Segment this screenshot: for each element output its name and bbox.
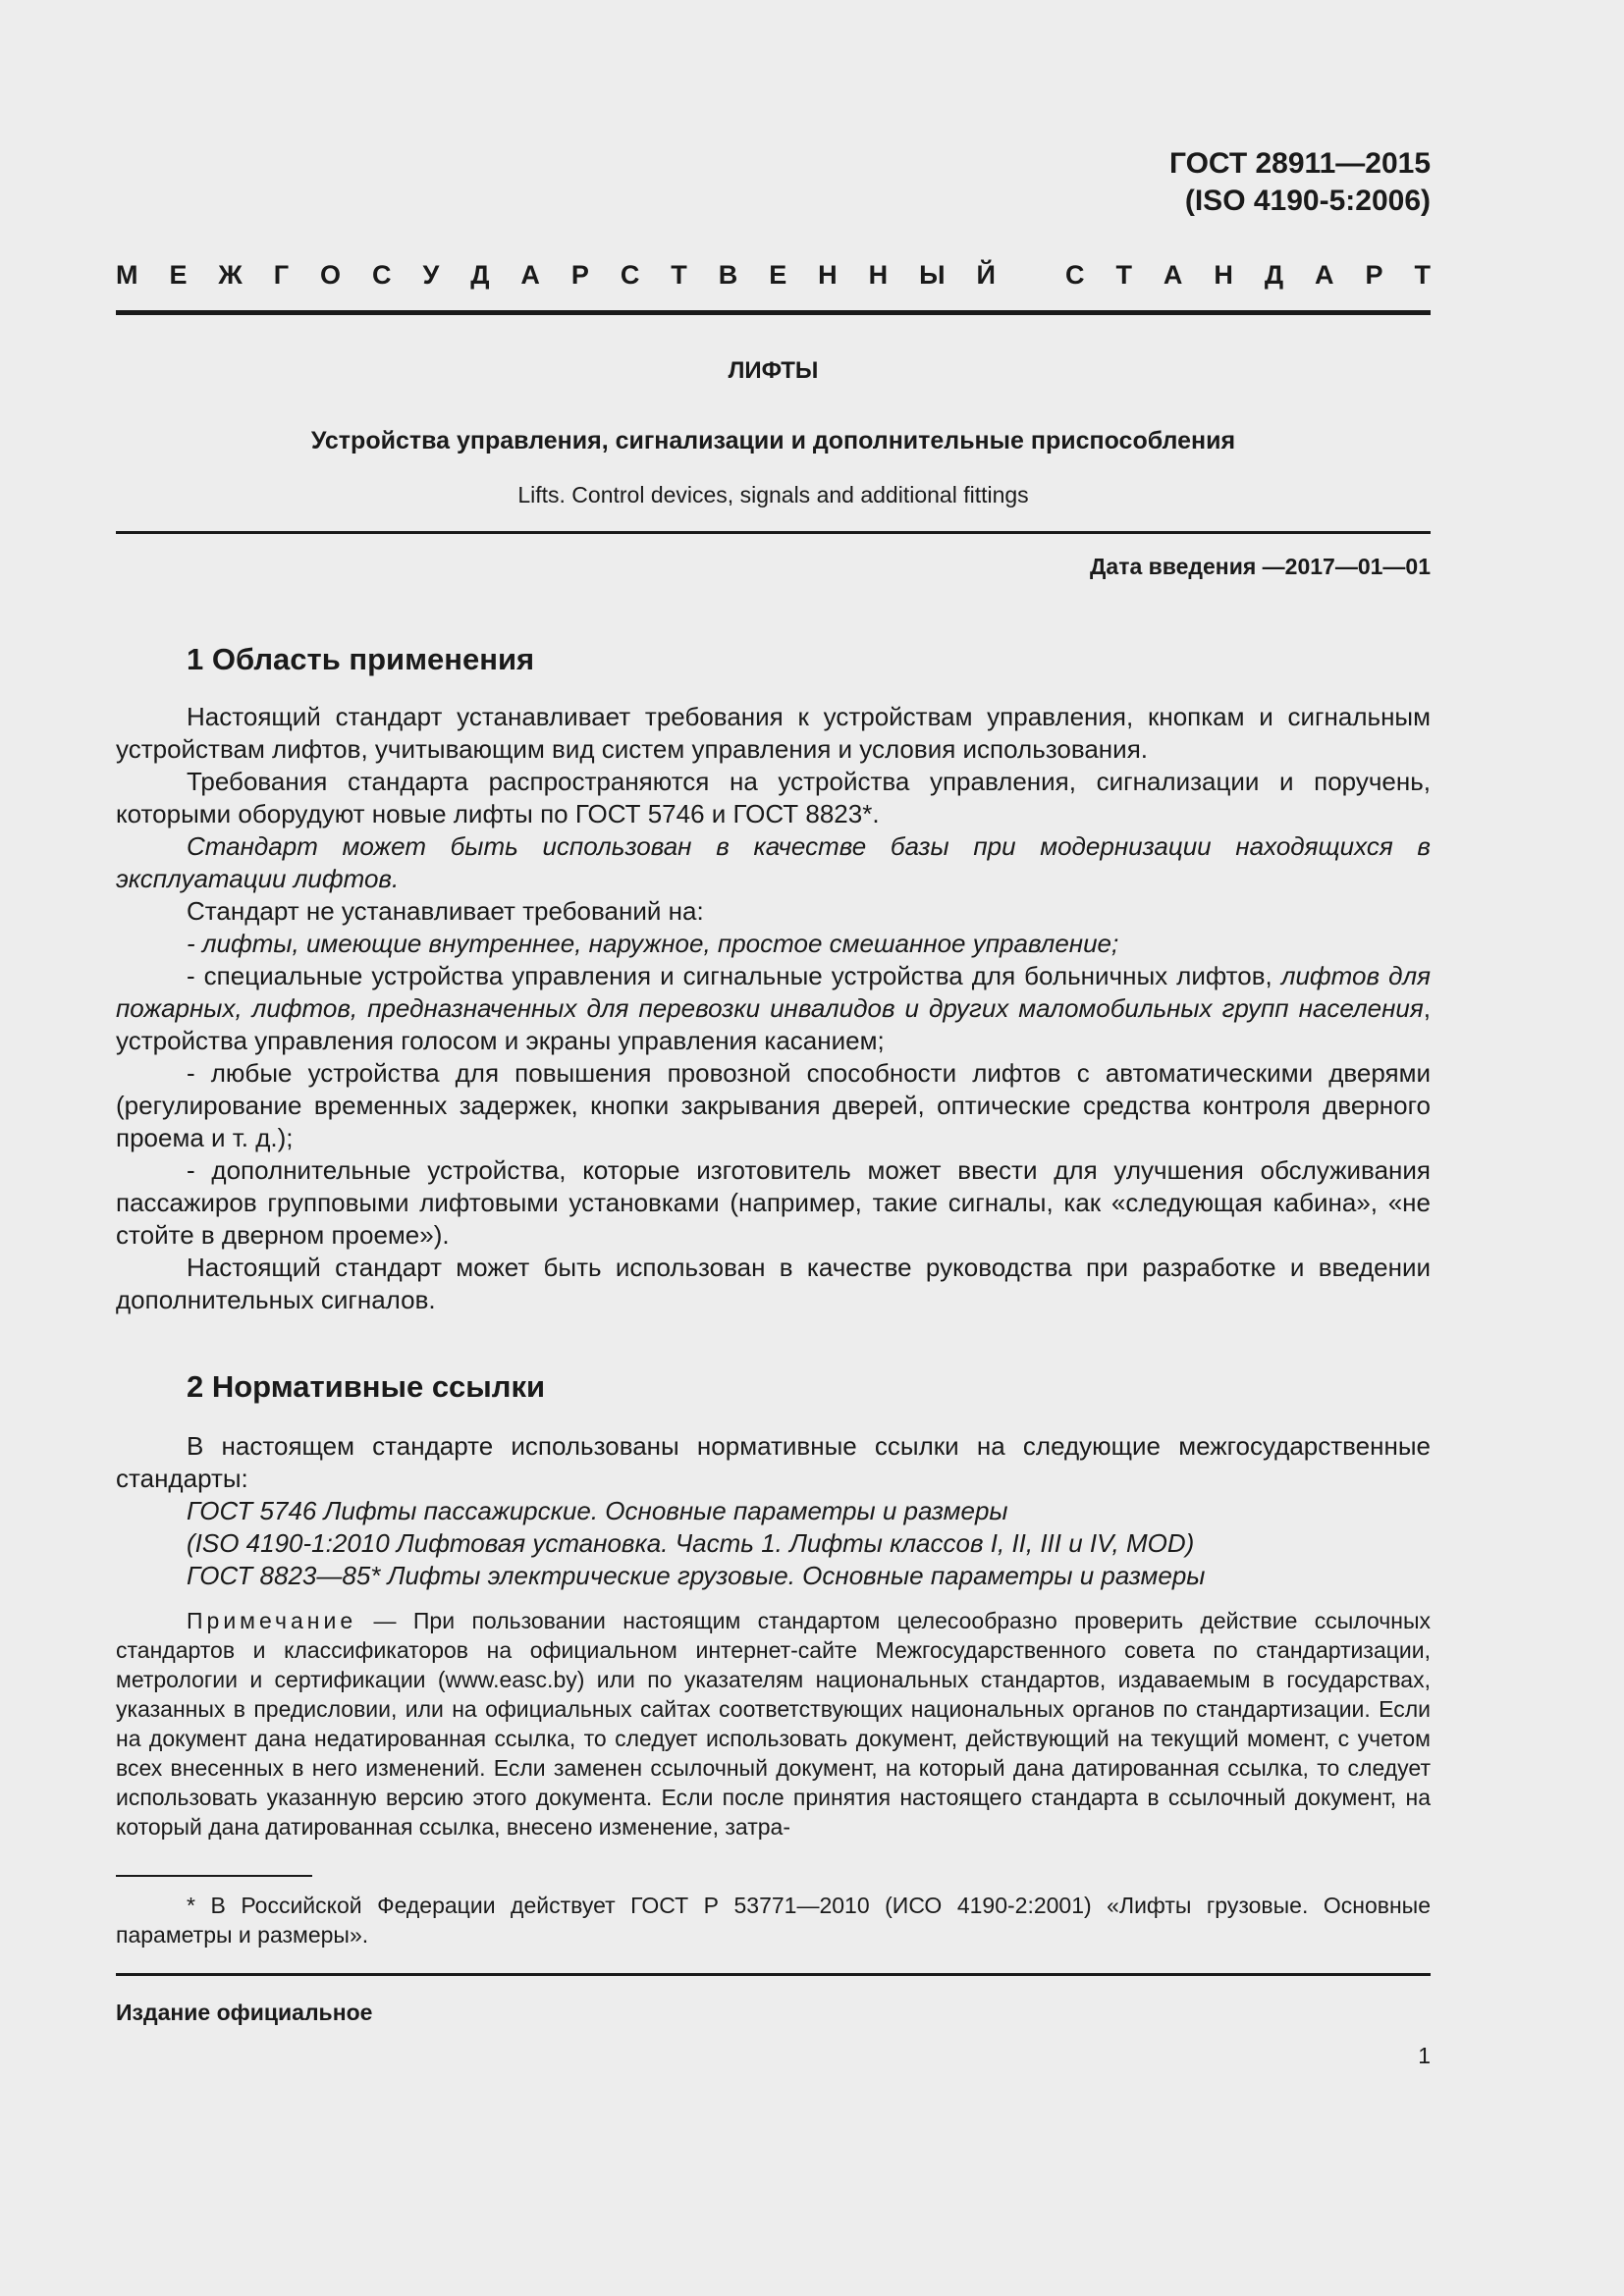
document-number: ГОСТ 28911—2015 (1168, 147, 1431, 180)
reference-item: ГОСТ 8823—85* Лифты электрические грузовые. Основные параметры и размеры (187, 1561, 1206, 1590)
list-item-text-italic: лифтов для пожарных, лифтов, предназначенных для перевозки инвалидов и других маломобильных групп населения (116, 961, 1431, 1023)
banner-letter: М (116, 260, 138, 290)
banner-letters-1 (116, 259, 996, 291)
reference-item: (ISO 4190-1:2010 Лифтовая установка. Часть 1. Лифты классов I, II, III и IV, MOD) (187, 1528, 1195, 1558)
iso-number: (ISO 4190-5:2006) (1184, 185, 1431, 217)
banner-letter: Т (1115, 260, 1132, 290)
footer-rule (116, 1973, 1431, 1976)
section-2-body (116, 1430, 1431, 1495)
banner-letter: С (372, 260, 392, 290)
footnote-rule (116, 1875, 312, 1877)
title-rule (116, 531, 1431, 534)
banner-letter: Р (570, 260, 589, 290)
paragraph: В настоящем стандарте использованы нормативные ссылки на следующие межгосударственные стандарты: (116, 1431, 1431, 1493)
banner-letter: С (620, 260, 640, 290)
note-text: — При пользовании настоящим стандартом целесообразно проверить действие ссылочных стандартов и классификаторов на официальном интернет-сайте Межгосударственного совета по стандартизации, метрологии и сертификации (www.easc.by) или по указателям национальных стандартов, издаваемым в государствах, указанных в предисловии, или на официальных сайтах соответствующих национальных органов по стандартизации. Если на документ дана недатированная ссылка, то следует использовать документ, действующий на текущий момент, с учетом всех внесенных в него изменений. Если заменен ссылочный документ, на который дана датированная ссылка, то следует использовать указанную версию этого документа. Если после принятия настоящего стандарта в ссылочный документ, на который дана датированная ссылка, внесено изменение, затра- (116, 1608, 1431, 1840)
paragraph: Требования стандарта распространяются на устройства управления, сигнализации и поручень, которыми оборудуют новые лифты по ГОСТ 5746 и ГОСТ 8823*. (116, 767, 1431, 828)
document-title: ЛИФТЫ (728, 357, 819, 384)
banner-letter: О (320, 260, 342, 290)
list-item: - любые устройства для повышения провозной способности лифтов с автоматическими дверями (регулирование временных задержек, кнопки закрывания дверей, оптические средства контроля дверного проема и т. д.); (116, 1058, 1431, 1152)
section-2-heading: 2 Нормативные ссылки (187, 1369, 546, 1404)
banner-letter: Т (1414, 260, 1431, 290)
banner-letter: Е (769, 260, 787, 290)
banner-letter: А (1163, 260, 1183, 290)
document-subtitle: Устройства управления, сигнализации и дополнительные приспособления (310, 427, 1236, 454)
list-item: - дополнительные устройства, которые изготовитель может ввести для улучшения обслуживания пассажиров групповыми лифтовыми установками (например, такие сигналы, как «следующая кабина», «не стойте в дверном проеме»). (116, 1155, 1431, 1250)
banner-letter: Д (470, 260, 490, 290)
list-item (116, 960, 1431, 1057)
banner-letter: Ж (218, 260, 243, 290)
banner-letter: Е (169, 260, 188, 290)
banner-letter: В (718, 260, 738, 290)
banner-letter: Т (671, 260, 687, 290)
section-1-body (116, 701, 1431, 1316)
list-item-text: - специальные устройства управления и сигнальные устройства для больничных лифтов, (187, 961, 1281, 990)
paragraph: Стандарт не устанавливает требований на: (187, 896, 704, 926)
banner-letter: Р (1365, 260, 1383, 290)
interstate-standard-banner (116, 259, 1431, 291)
banner-letter: У (422, 260, 440, 290)
reference-list (116, 1495, 1431, 1592)
paragraph: Стандарт может быть использован в качестве базы при модернизации находящихся в эксплуатации лифтов. (116, 831, 1431, 893)
document-page (116, 145, 1431, 2070)
banner-letter: Й (976, 260, 996, 290)
page-number: 1 (1418, 2043, 1431, 2068)
paragraph: Настоящий стандарт может быть использован в качестве руководства при разработке и введении дополнительных сигналов. (116, 1253, 1431, 1314)
footnote: * В Российской Федерации действует ГОСТ Р 53771—2010 (ИСО 4190-2:2001) «Лифты грузовые. Основные параметры и размеры». (116, 1893, 1431, 1948)
banner-letter: А (520, 260, 540, 290)
banner-letter: Н (818, 260, 838, 290)
banner-letter: Д (1264, 260, 1284, 290)
list-item-text: , устройства управления голосом и экраны управления касанием; (116, 993, 1431, 1055)
banner-letters-2 (1065, 259, 1431, 291)
note-label: Примечание (187, 1608, 357, 1633)
banner-letter: А (1315, 260, 1334, 290)
paragraph: Настоящий стандарт устанавливает требования к устройствам управления, кнопкам и сигнальным устройствам лифтов, учитывающим вид систем управления и условия использования. (116, 702, 1431, 764)
reference-item: ГОСТ 5746 Лифты пассажирские. Основные параметры и размеры (187, 1496, 1008, 1525)
document-subtitle-english: Lifts. Control devices, signals and additional fittings (517, 482, 1029, 507)
banner-letter: Н (868, 260, 889, 290)
note-paragraph (116, 1606, 1431, 1842)
banner-letter: Г (273, 260, 290, 290)
banner-letter: Н (1214, 260, 1233, 290)
header-rule (116, 310, 1431, 315)
official-edition-label: Издание официальное (116, 2000, 373, 2025)
list-item: - лифты, имеющие внутреннее, наружное, простое смешанное управление; (187, 929, 1119, 958)
banner-letter: Ы (919, 260, 946, 290)
section-1-heading: 1 Область применения (187, 642, 535, 676)
introduction-date: Дата введения —2017—01—01 (1090, 554, 1431, 579)
banner-letter: С (1065, 260, 1085, 290)
